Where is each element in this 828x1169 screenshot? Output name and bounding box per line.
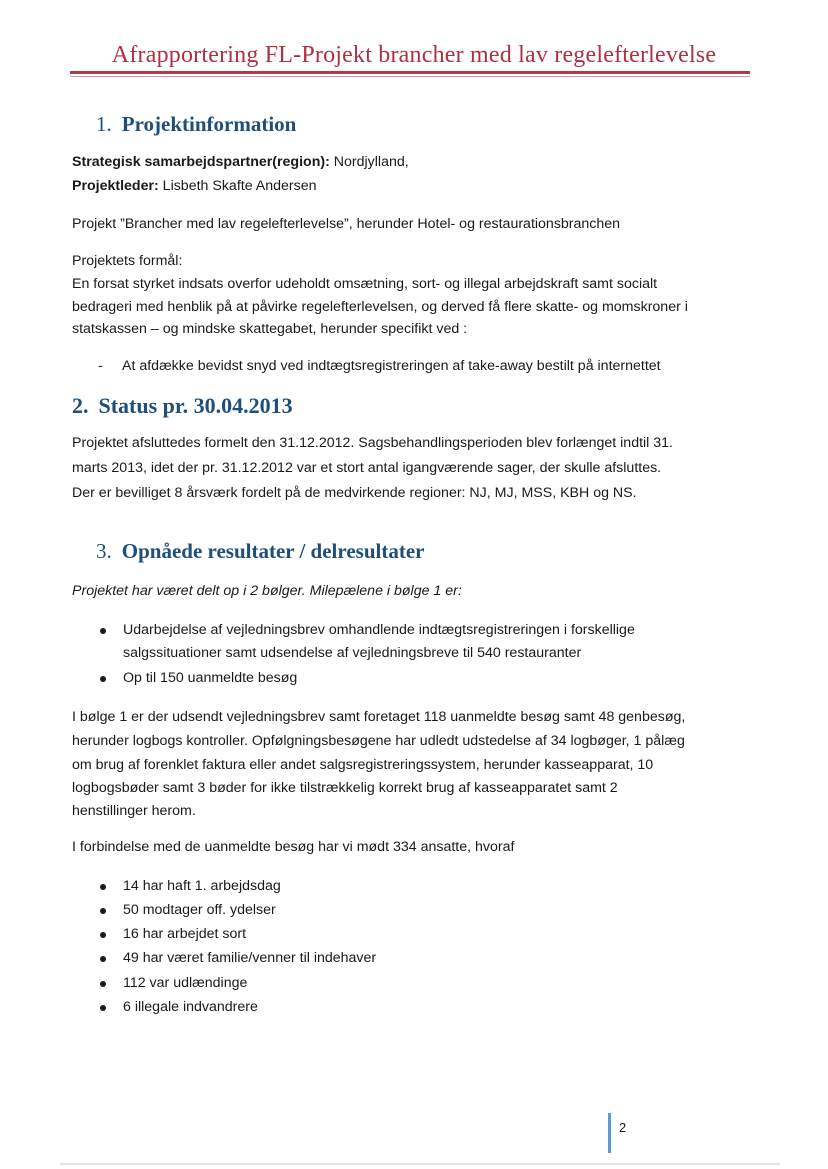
section-1-title: Projektinformation bbox=[121, 112, 297, 136]
results-line-5: henstillinger herom. bbox=[72, 803, 196, 819]
bullet-icon bbox=[100, 956, 106, 962]
bullet-icon bbox=[100, 676, 106, 682]
bullet-text: 6 illegale indvandrere bbox=[123, 999, 258, 1015]
leader-value: Lisbeth Skafte Andersen bbox=[158, 178, 317, 194]
page-number: 2 bbox=[619, 1120, 627, 1135]
status-line-1: Projektet afsluttedes formelt den 31.12.2012. Sagsbehandlingsperioden blev forlænget indtil 31. bbox=[72, 435, 674, 451]
bullet-text: 112 var udlændinge bbox=[123, 975, 248, 991]
dash-marker: - bbox=[98, 358, 103, 374]
leader-label: Projektleder: bbox=[72, 178, 159, 194]
results-line-3: om brug af forenklet faktura eller andet salgsregistreringssystem, herunder kasseapparat, 10 bbox=[72, 757, 654, 773]
dash-item: At afdække bevidst snyd ved indtægtsregistreringen af take-away bestilt på internettet bbox=[122, 358, 661, 374]
purpose-line-1: En forsat styrket indsats overfor udeholdt omsætning, sort- og illegal arbejdskraft samt socialt bbox=[72, 276, 658, 292]
bullet-text: Op til 150 uanmeldte besøg bbox=[123, 670, 298, 686]
section-2-heading bbox=[72, 393, 293, 419]
bullet-text: 50 modtager off. ydelser bbox=[123, 902, 276, 918]
section-3-title: Opnåede resultater / delresultater bbox=[121, 539, 425, 563]
purpose-line-3: statskassen – og mindske skattegabet, herunder specifikt ved : bbox=[72, 321, 468, 337]
section-3-intro: Projektet har været delt op i 2 bølger. Milepælene i bølge 1 er: bbox=[72, 583, 462, 599]
partner-value: Nordjylland, bbox=[329, 154, 409, 170]
project-line: Projekt ”Brancher med lav regelefterlevelse”, herunder Hotel- og restaurationsbranchen bbox=[72, 216, 621, 232]
bullet-icon bbox=[100, 908, 106, 914]
purpose-line-2: bedrageri med henblik på at påvirke regelefterlevelsen, og derved få flere skatte- og momskroner i bbox=[72, 299, 688, 315]
bullet-text: 14 har haft 1. arbejdsdag bbox=[123, 878, 281, 894]
document-header-title: Afrapportering FL-Projekt brancher med lav regelefterlevelse bbox=[111, 42, 717, 68]
bullet-icon bbox=[100, 628, 106, 634]
bullet-icon bbox=[100, 1005, 106, 1011]
results-line-1: I bølge 1 er der udsendt vejledningsbrev samt foretaget 118 uanmeldte besøg samt 48 genbesøg, bbox=[72, 709, 686, 725]
visits-line: I forbindelse med de uanmeldte besøg har vi mødt 334 ansatte, hvoraf bbox=[72, 839, 515, 855]
header-divider bbox=[70, 71, 750, 74]
page-number-bar bbox=[608, 1113, 611, 1153]
leader-line bbox=[72, 175, 762, 198]
section-2-title: Status pr. 30.04.2013 bbox=[98, 393, 293, 418]
section-2-number: 2. bbox=[72, 393, 89, 418]
section-3-heading bbox=[96, 539, 424, 564]
bullet-icon bbox=[100, 884, 106, 890]
bullet-icon bbox=[100, 932, 106, 938]
bullet-text: Udarbejdelse af vejledningsbrev omhandlende indtægtsregistreringen i forskellige bbox=[123, 622, 635, 638]
section-1-heading bbox=[96, 112, 296, 137]
bullet-continuation: salgssituationer samt udsendelse af vejledningsbreve til 540 restauranter bbox=[123, 645, 582, 661]
partner-label: Strategisk samarbejdspartner(region): bbox=[72, 154, 330, 170]
section-3-number: 3. bbox=[96, 539, 112, 563]
results-line-4: logbogsbøder samt 3 bøder for ikke tilstrækkelig korrekt brug af kasseapparatet samt 2 bbox=[72, 780, 618, 796]
status-line-3: Der er bevilliget 8 årsværk fordelt på de medvirkende regioner: NJ, MJ, MSS, KBH og NS. bbox=[72, 485, 637, 501]
bullet-icon bbox=[100, 981, 106, 987]
purpose-label: Projektets formål: bbox=[72, 253, 183, 269]
header-divider-thin bbox=[70, 76, 750, 77]
scan-edge-line bbox=[60, 1163, 780, 1165]
status-line-2: marts 2013, idet der pr. 31.12.2012 var et stort antal igangværende sager, der skulle afsluttes. bbox=[72, 460, 662, 476]
section-1-number: 1. bbox=[96, 112, 112, 136]
bullet-text: 49 har været familie/venner til indehaver bbox=[123, 950, 377, 966]
results-line-2: herunder logbogs kontroller. Opfølgningsbesøgene har udledt udstedelse af 34 logbøger, 1 pålæg bbox=[72, 733, 685, 749]
partner-line bbox=[72, 151, 762, 174]
bullet-text: 16 har arbejdet sort bbox=[123, 926, 247, 942]
